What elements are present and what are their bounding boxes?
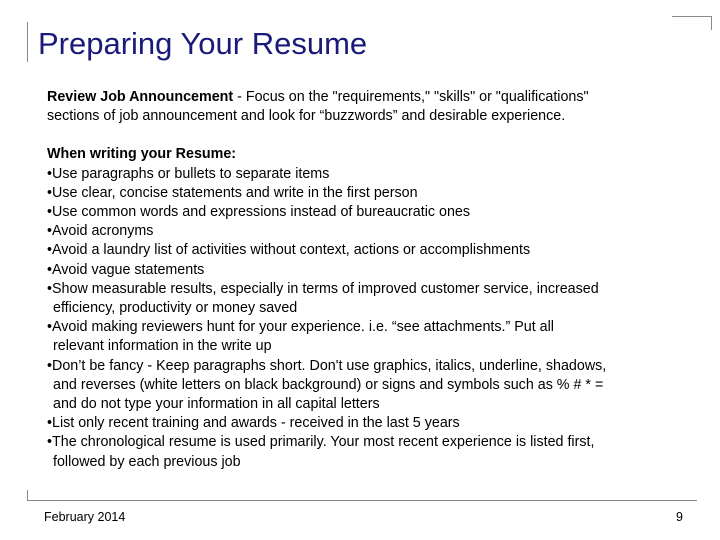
footer-divider (27, 500, 697, 501)
bullet-text: •Avoid a laundry list of activities without context, actions or accomplishments (47, 242, 531, 259)
slide-body (47, 88, 707, 472)
bullet-item (47, 222, 707, 241)
frame-line-left (27, 22, 28, 62)
bullet-text-continued: and reverses (white letters on black background) or signs and symbols such as % # * = (53, 376, 604, 393)
footer-date: February 2014 (44, 510, 126, 524)
bullet-item (47, 280, 707, 318)
bullet-item (47, 318, 707, 356)
bullet-text-continued: followed by each previous job (53, 453, 241, 470)
section-heading: When writing your Resume: (47, 146, 237, 163)
bullet-item (47, 433, 707, 471)
slide-title: Preparing Your Resume (38, 26, 368, 61)
bullet-text-continued: efficiency, productivity or money saved (53, 300, 298, 317)
bullet-text-continued: relevant information in the write up (53, 338, 272, 355)
bullet-item (47, 414, 707, 433)
bullet-text: •Use paragraphs or bullets to separate items (47, 165, 330, 182)
bullet-text: •Avoid vague statements (47, 261, 205, 278)
frame-line-top (672, 16, 712, 17)
bullet-text: •Use clear, concise statements and write in the first person (47, 184, 418, 201)
bullet-item (47, 357, 707, 415)
intro-lead: Review Job Announcement (47, 89, 234, 105)
bullet-item (47, 203, 707, 222)
bullet-text: •Show measurable results, especially in terms of improved customer service, increased (47, 280, 599, 297)
intro-text-line2: sections of job announcement and look for “buzzwords” and desirable experience. (47, 108, 566, 125)
page-number: 9 (676, 510, 683, 524)
bullet-text: •List only recent training and awards - received in the last 5 years (47, 415, 460, 432)
bullet-text-continued: and do not type your information in all capital letters (53, 396, 380, 413)
bullet-item (47, 261, 707, 280)
bullet-text: •Avoid making reviewers hunt for your experience. i.e. “see attachments.” Put all (47, 319, 554, 336)
bullet-item (47, 184, 707, 203)
bullet-text: •Use common words and expressions instead of bureaucratic ones (47, 204, 471, 221)
frame-line-top-right (711, 16, 712, 30)
intro-text-line1: - Focus on the "requirements," "skills" or "qualifications" (233, 89, 589, 105)
bullet-text: •The chronological resume is used primarily. Your most recent experience is listed first, (47, 434, 595, 451)
intro-paragraph (47, 88, 707, 126)
footer-divider-tick (27, 490, 28, 500)
bullet-item (47, 165, 707, 184)
spacer (47, 126, 707, 145)
bullet-text: •Don’t be fancy - Keep paragraphs short. Don't use graphics, italics, underline, shadows, (47, 357, 607, 374)
bullet-text: •Avoid acronyms (47, 223, 154, 240)
bullet-item (47, 241, 707, 260)
